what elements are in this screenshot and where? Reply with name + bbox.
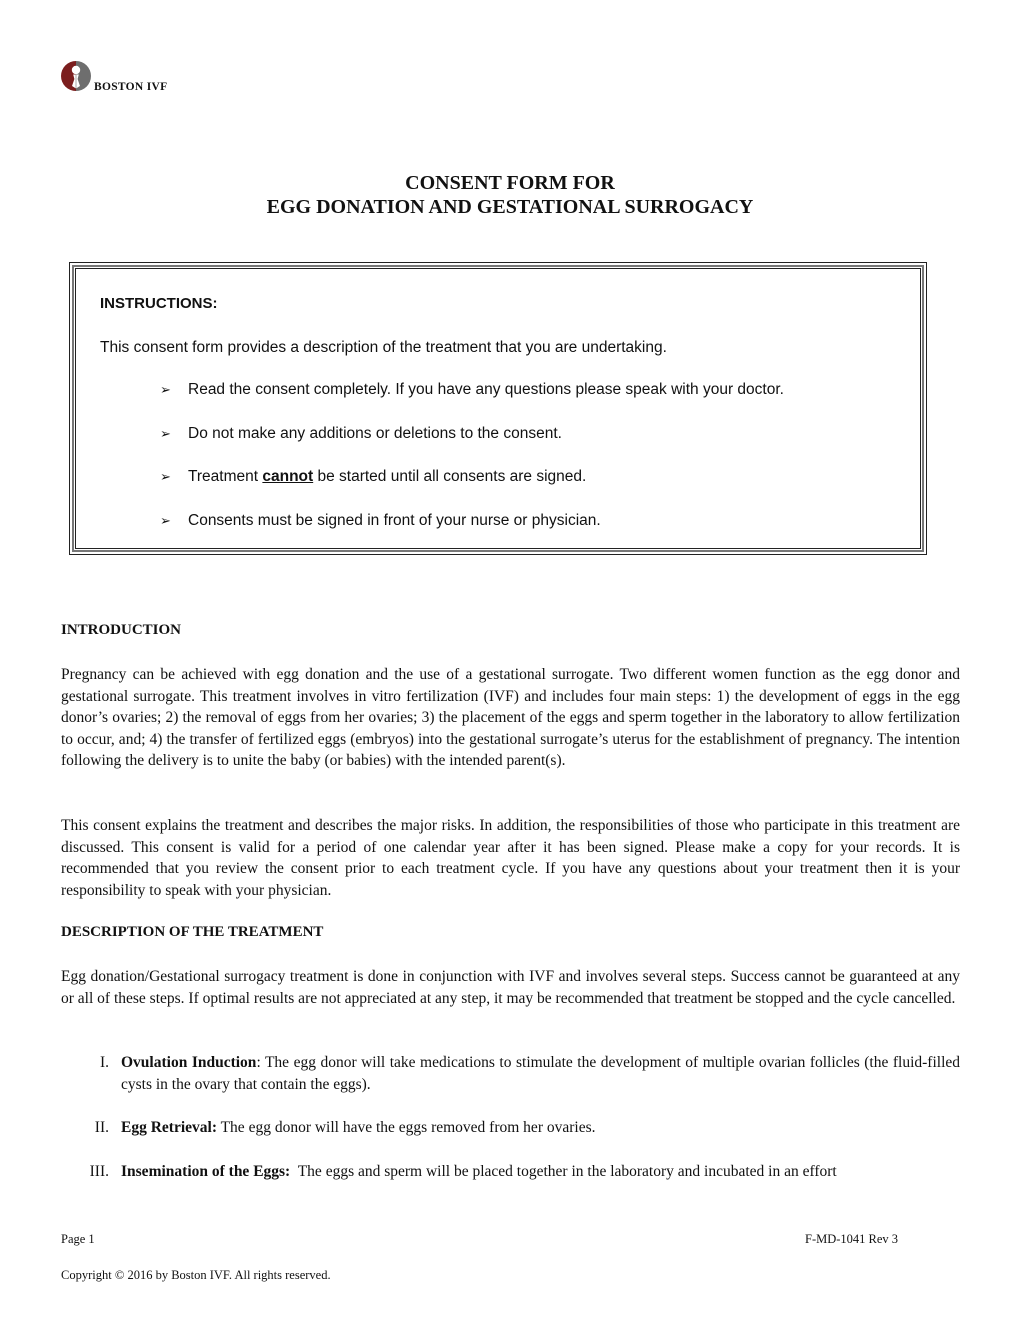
step-number: II. [94,1119,109,1137]
copyright: Copyright © 2016 by Boston IVF. All rights reserved. [61,1268,331,1282]
arrow-bullet-icon: ➢ [160,469,171,485]
step-text: The eggs and sperm will be placed together in the laboratory and incubated in an effort [297,1162,837,1180]
step-text: The egg donor will take medications to stimulate the development of multiple ovarian follicles (the fluid-filled cysts in the ovary that contain the eggs). [121,1054,961,1093]
treatment-step [61,1161,960,1183]
description-heading: DESCRIPTION OF THE TREATMENT [61,924,324,940]
instructions-box [69,262,927,555]
instruction-text: Do not make any additions or deletions to the consent. [188,424,562,442]
arrow-bullet-icon: ➢ [160,513,171,529]
instructions-intro: This consent form provides a description of the treatment that you are undertaking. [100,339,667,356]
instruction-text-post: be started until all consents are signed. [313,468,587,486]
instruction-text: Read the consent completely. If you have any questions please speak with your doctor. [188,381,784,398]
instructions-list [160,377,784,552]
introduction-heading: INTRODUCTION [61,622,182,638]
introduction-paragraph-1: Pregnancy can be achieved with egg donation and the use of a gestational surrogate. Two different women function as the egg donor and gestational surrogate. This treatment involves in vitro fertilization (IVF) and includes four main steps: 1) the development of eggs in the egg donor’s ovaries; 2) the removal of eggs from her ovaries; 3) the placement of the eggs and sperm together in the laboratory to allow fertilization to occur, and; 4) the transfer of fertilized eggs (embryos) into the gestational surrogate’s uterus for the establishment of pregnancy. The intention following the delivery is to unite the baby (or babies) with the intended parent(s). [61,666,960,770]
instructions-heading: INSTRUCTIONS: [100,295,218,312]
treatment-step: I. Ovulation Induction: The egg donor will take medications to stimulate the development of multiple ovarian follicles (the fluid-filled cysts in the ovary that contain the eggs). [61,1052,960,1095]
page-number: Page 1 [61,1232,95,1246]
treatment-step [61,1117,960,1139]
logo-text: BOSTON IVF [94,81,168,93]
boston-ivf-logo [60,60,260,96]
introduction-paragraph-2: This consent explains the treatment and describes the major risks. In addition, the responsibilities of those who participate in this treatment are discussed. This consent is valid for a period of one calendar year after it has been signed. Please make a copy for your records. It is recommended that you review the consent prior to each treatment cycle. If you have any questions about your treatment then it is your responsibility to speak with your physician. [61,817,960,899]
instruction-item [160,508,784,552]
instruction-emphasis: cannot [262,468,314,486]
instruction-item [160,377,784,421]
title-line-1: CONSENT FORM FOR [405,172,615,194]
step-term: Insemination of the Eggs: [121,1162,291,1180]
arrow-bullet-icon: ➢ [160,382,171,397]
arrow-bullet-icon: ➢ [160,425,171,441]
step-number: I. [99,1054,109,1071]
form-code: F-MD-1041 Rev 3 [805,1232,899,1246]
step-term: Ovulation Induction [121,1054,257,1071]
step-term: Egg Retrieval: [121,1119,217,1137]
instruction-item [160,464,784,508]
title-line-2: EGG DONATION AND GESTATIONAL SURROGACY [266,196,754,218]
description-paragraph: Egg donation/Gestational surrogacy treatment is done in conjunction with IVF and involves several steps. Success cannot be guaranteed at any or all of these steps. If optimal results are not appreciated at any step, it may be recommended that treatment be stopped and the cycle cancelled. [61,968,960,1007]
page-title [0,171,1020,219]
boston-ivf-logo-icon [60,60,92,92]
treatment-steps-list [61,1052,960,1182]
step-number: III. [89,1162,109,1180]
instruction-text: Consents must be signed in front of your nurse or physician. [188,512,601,530]
step-text: The egg donor will have the eggs removed from her ovaries. [220,1119,596,1137]
instruction-item [160,421,784,465]
instruction-text-pre: Treatment [188,468,263,486]
